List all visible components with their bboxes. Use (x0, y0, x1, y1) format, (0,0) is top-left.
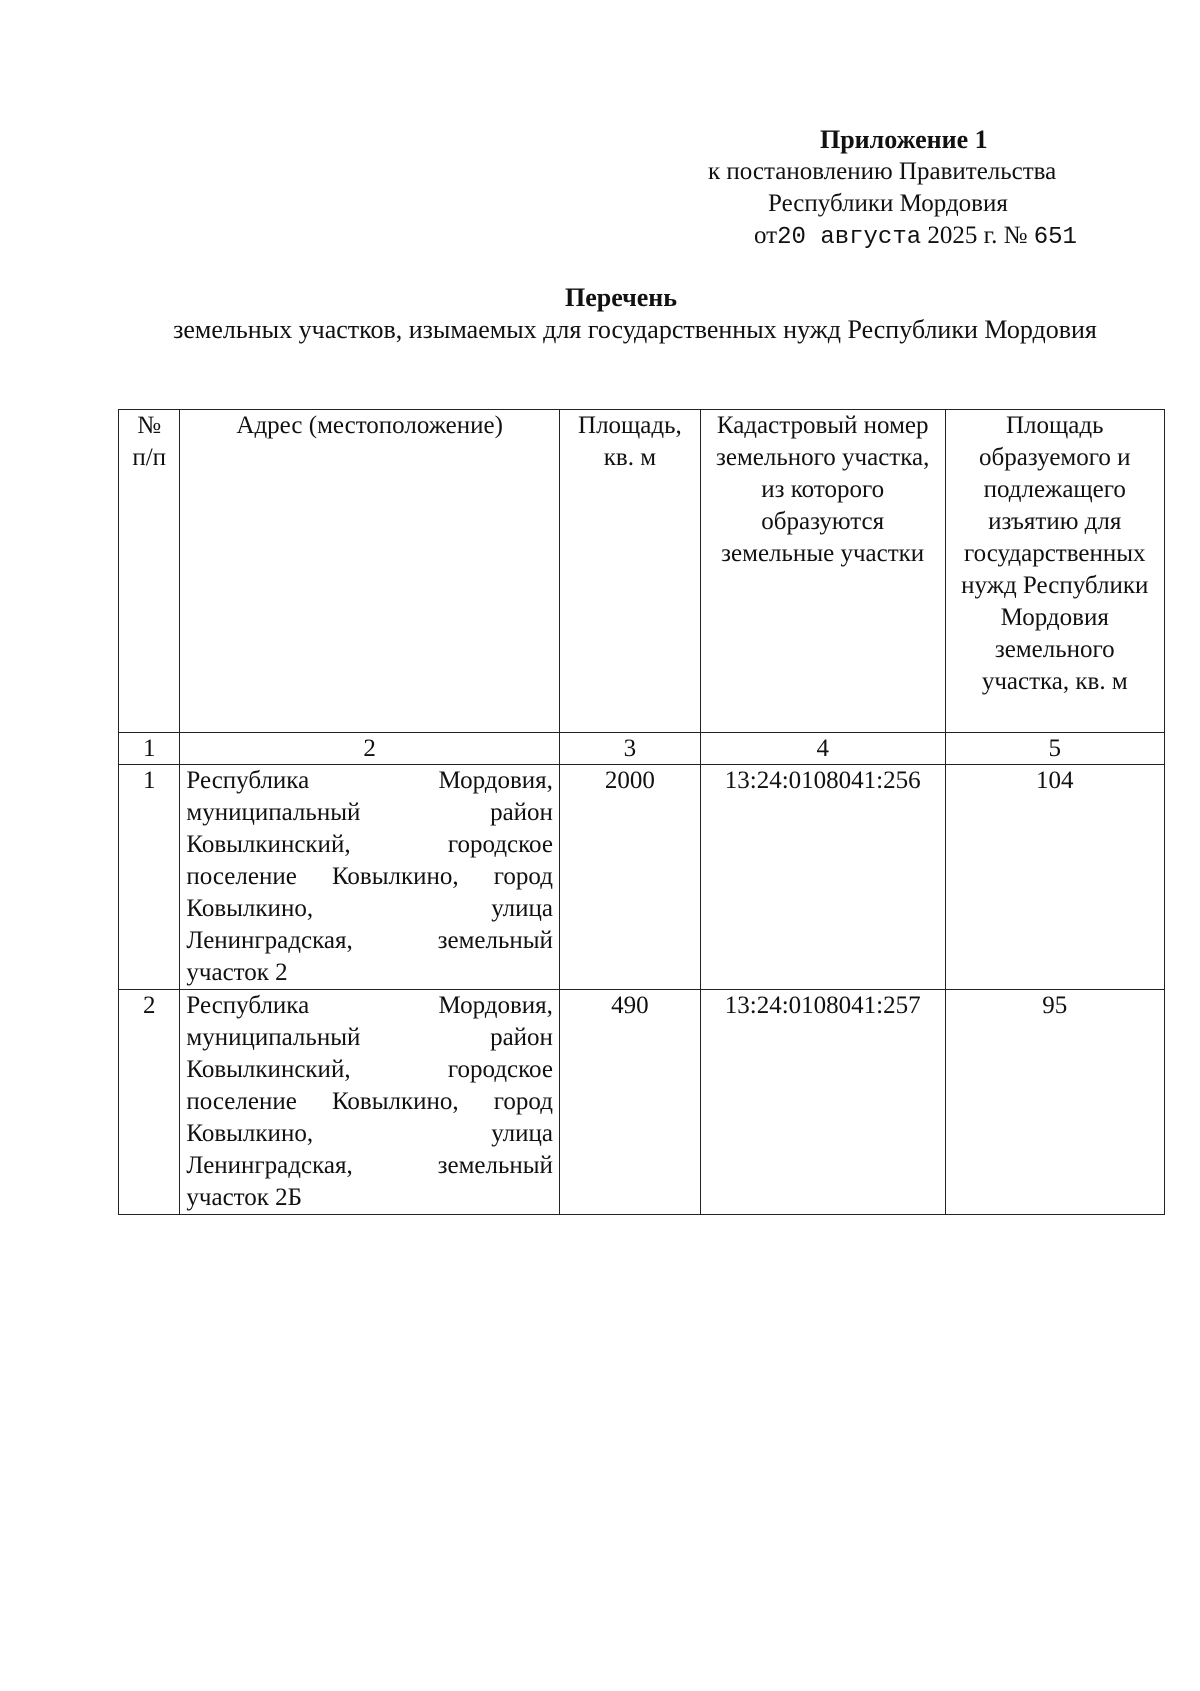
table-row (119, 990, 1165, 1215)
column-number: 5 (945, 733, 1165, 765)
appendix-title: Приложение 1 (820, 125, 988, 154)
row-address: Республика Мордовия, муниципальный район Ковылкинский, городское поселение Ковылкино, город Ковылкино, улица Ленинградская, земельный участок 2 (180, 765, 560, 990)
header-number: № п/п (119, 410, 180, 733)
row-seized-area: 104 (945, 765, 1165, 990)
header-area: Площадь, кв. м (559, 410, 700, 733)
row-area: 2000 (559, 765, 700, 990)
row-cadastral-number: 13:24:0108041:256 (700, 765, 945, 990)
document-heading (0, 282, 1200, 346)
appendix-republic-line: Республики Мордовия (768, 190, 1008, 217)
land-plots-table (118, 409, 1165, 1215)
column-number: 1 (119, 733, 180, 765)
row-number: 2 (119, 990, 180, 1215)
column-number-row (119, 733, 1165, 765)
row-number: 1 (119, 765, 180, 990)
table-row (119, 765, 1165, 990)
heading-title: Перечень (564, 283, 678, 312)
column-number: 4 (700, 733, 945, 765)
date-prefix: от (754, 222, 778, 249)
appendix-block (660, 124, 1120, 254)
row-address: Республика Мордовия, муниципальный район Ковылкинский, городское поселение Ковылкино, город Ковылкино, улица Ленинградская, земельный участок 2Б (180, 990, 560, 1215)
column-number: 3 (559, 733, 700, 765)
row-seized-area: 95 (945, 990, 1165, 1215)
date-year: 2025 г. № (927, 222, 1028, 249)
column-number: 2 (180, 733, 560, 765)
header-address: Адрес (местоположение) (180, 410, 560, 733)
row-cadastral-number: 13:24:0108041:257 (700, 990, 945, 1215)
appendix-date-line (660, 220, 1120, 254)
date-value: 20 августа (777, 224, 922, 251)
header-seized-area: Площадь образуемого и подлежащего изъятию для государственных нужд Республики Мордовия земельного участка, кв. м (945, 410, 1165, 733)
heading-subtitle: земельных участков, изымаемых для государственных нужд Республики Мордовия (173, 315, 1097, 344)
table-header-row (119, 410, 1165, 733)
appendix-resolution-line: к постановлению Правительства (708, 158, 1057, 185)
document-number: 651 (1033, 224, 1077, 251)
row-area: 490 (559, 990, 700, 1215)
header-cadastral: Кадастровый номер земельного участка, из которого образуются земельные участки (700, 410, 945, 733)
